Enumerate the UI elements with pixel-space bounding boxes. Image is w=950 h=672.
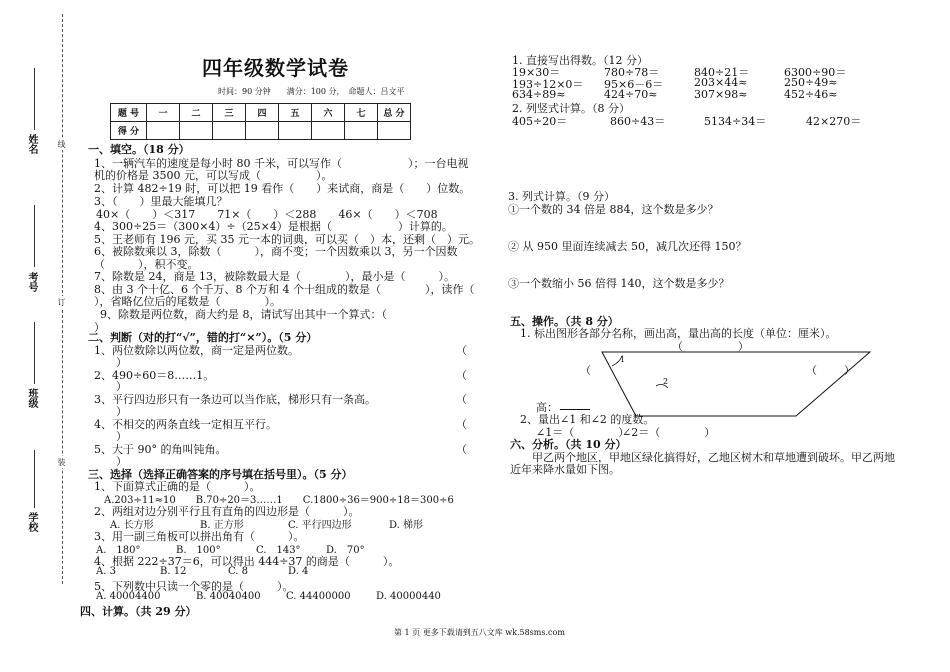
s4-r1c3: 840÷21＝	[694, 66, 750, 79]
s5-label-right-close[interactable]: ）	[844, 364, 855, 377]
s3-question-2: 2、两组对边分别平行且有直角的四边形是（ ）。	[94, 505, 360, 518]
s2-answer-close-2[interactable]: ）	[116, 380, 127, 393]
s6-text-2: 近年来降水量如下图。	[510, 463, 620, 476]
s1-line-2: 机的价格是 3500 元，可以写成（ ）。	[94, 169, 333, 182]
s3-question-3: 3、用一副三角板可以拼出角有（ ）。	[94, 530, 305, 543]
s4-r3c2: 424÷70≈	[604, 88, 658, 101]
s5-label-left[interactable]: （	[580, 364, 646, 377]
score-table	[110, 103, 411, 140]
s2-answer-open-4[interactable]: （	[456, 418, 467, 431]
score-cell[interactable]	[213, 122, 246, 140]
s4-vertical-3: 5134÷34＝	[704, 115, 767, 128]
s3-question-1: 1、下面算式正确的是（ ）。	[94, 480, 261, 493]
s4-r3c1: 634÷89≈	[512, 88, 566, 101]
page-footer: 第 1 页 更多下载请到五八文库 wk.58sms.com	[394, 628, 565, 637]
s4-r3c3: 307×98≈	[694, 88, 748, 101]
section-2-heading: 二、判断（对的打“√”，错的打“×”）。（5 分）	[88, 331, 318, 344]
s4-word-problem-2: ② 从 950 里面连续减去 50，减几次还得 150？	[508, 240, 747, 253]
score-col-6: 六	[312, 104, 345, 122]
s1-line-5: 40×（ ）＜317 71×（ ）＜288 46×（ ）＜708	[96, 208, 438, 221]
binding-label-name: 姓名	[26, 134, 37, 154]
s1-line-1: 1、一辆汽车的速度是每小时 80 千米，可以写作（ ）；一台电视	[94, 157, 469, 170]
score-cell[interactable]	[180, 122, 213, 140]
angle-2-label: 2	[663, 377, 669, 386]
s2-item-2: 2、490÷60＝8……1。	[94, 369, 215, 382]
s1-line-4: 3、（ ）里最大能填几？	[94, 195, 228, 208]
s4-word-problem-3: ③一个数缩小 56 倍得 140，这个数是多少？	[508, 277, 730, 290]
s2-answer-close-3[interactable]: ）	[116, 405, 127, 418]
score-cell[interactable]	[345, 122, 378, 140]
exam-number-fill-line	[34, 205, 35, 267]
s2-item-5: 5、大于 90° 的角叫钝角。	[94, 443, 227, 456]
school-fill-line	[34, 450, 35, 508]
score-col-3: 三	[213, 104, 246, 122]
s3-question-5: 5、下列数中只读一个零的是（ ）。	[94, 580, 294, 593]
angle-1-label: 1	[620, 355, 626, 364]
s3-q2-option-a: A. 长方形	[110, 520, 154, 531]
s4-r2c1: 193÷12×0＝	[512, 78, 584, 91]
s3-q2-option-d: D. 梯形	[389, 520, 424, 531]
s1-line-3: 2、计算 482÷19 时，可以把 19 看作（ ）来试商，商是（ ）位数。	[94, 182, 471, 195]
score-table-header-row	[111, 104, 411, 122]
score-col-2: 二	[180, 104, 213, 122]
s4-part-1-title: 1. 直接写出得数。（12 分）	[512, 54, 648, 67]
score-col-1: 一	[147, 104, 180, 122]
s4-r3c4: 452÷46≈	[784, 88, 838, 101]
s4-vertical-4: 42×270＝	[806, 115, 862, 128]
s2-answer-open-3[interactable]: （	[456, 393, 467, 406]
s3-q2-option-b: B. 正方形	[200, 520, 244, 531]
s3-q3-option-a: A. 180°	[96, 545, 141, 556]
s5-label-top[interactable]: （ ）	[672, 340, 749, 353]
s4-r2c3: 203×44≈	[694, 76, 748, 89]
s3-q4-option-c: C. 8	[228, 566, 249, 577]
s2-item-4: 4、不相交的两条直线一定相互平行。	[94, 418, 277, 431]
s2-item-3: 3、平行四边形只有一条边可以当作底，梯形只有一条高。	[94, 393, 376, 406]
s2-answer-close-5[interactable]: ）	[116, 455, 127, 468]
s2-answer-open-2[interactable]: （	[456, 369, 467, 382]
score-col-4: 四	[246, 104, 279, 122]
s1-line-6: 4、300÷25＝（300×4）÷（25×4）是根据（ ）计算的。	[94, 220, 453, 233]
s1-line-10: 7、除数是 24，商是 13，被除数最大是（ ），最小是（ ）。	[94, 270, 455, 283]
section-3-heading: 三、选择（选择正确答案的序号填在括号里）。（5 分）	[88, 468, 353, 481]
s5-label-right-open[interactable]: （	[806, 364, 817, 377]
score-col-7: 七	[345, 104, 378, 122]
s1-line-11: 8、由 3 个十亿、6 个千万、8 个万和 4 个十组成的数是（ ），读作（	[94, 283, 475, 296]
score-cell[interactable]	[147, 122, 180, 140]
page-title: 四年级数学试卷	[202, 56, 349, 80]
s5-operation-1: 1. 标出图形各部分名称，画出高，量出高的长度（单位：厘米）。	[520, 327, 837, 340]
s1-line-14: ）	[94, 321, 105, 334]
s5-height-label: 高：	[536, 401, 558, 414]
s3-q5-option-a: A. 40004400	[96, 591, 161, 602]
s3-q4-option-d: D. 4	[288, 566, 309, 577]
s1-line-9: （ ），积不变。	[94, 258, 199, 271]
s3-q4-option-a: A. 3	[96, 566, 116, 577]
s4-r1c2: 780÷78＝	[604, 66, 660, 79]
score-col-5: 五	[279, 104, 312, 122]
name-fill-line	[34, 68, 35, 130]
binding-label-class: 班级	[26, 388, 37, 408]
height-blank[interactable]	[560, 409, 590, 410]
s4-r1c1: 19×30＝	[512, 66, 561, 79]
score-col-total: 总 分	[378, 104, 411, 122]
s6-text-1: 甲乙两个地区，甲地区绿化搞得好，乙地区树木和草地遭到破坏。甲乙两地	[510, 451, 895, 464]
section-1-heading: 一、填空。（18 分）	[88, 143, 190, 156]
section-6-heading: 六、分析。（共 10 分）	[510, 438, 627, 451]
s4-vertical-2: 860÷43＝	[610, 115, 666, 128]
s1-line-8: 6、被除数乘以 3，除数（ ），商不变；一个因数乘以 3，另一个因数	[94, 245, 458, 258]
binding-label-exam-number: 考号	[26, 272, 37, 292]
s3-q3-option-d: D. 70°	[326, 545, 365, 556]
s2-item-1: 1、两位数除以两位数，商一定是两位数。	[94, 344, 299, 357]
s3-q2-option-c: C. 平行四边形	[288, 520, 352, 531]
binding-label-school: 学校	[26, 512, 37, 532]
s3-question-4: 4、根据 222÷37＝6，可以得出 444÷37 的商是（ ）。	[94, 555, 400, 568]
s4-part-3-title: 3. 列式计算。（9 分）	[508, 190, 615, 203]
score-col-label: 题 号	[111, 104, 147, 122]
score-table-score-row	[111, 122, 411, 140]
s4-r2c2: 95×6－6＝	[604, 78, 664, 91]
score-cell[interactable]	[279, 122, 312, 140]
s3-q5-option-c: C. 44400000	[286, 591, 351, 602]
score-row-label: 得 分	[111, 122, 147, 140]
score-cell[interactable]	[312, 122, 345, 140]
s3-q3-option-c: C. 143°	[256, 545, 301, 556]
s3-q4-option-b: B. 12	[160, 566, 187, 577]
s1-line-13: 9、除数是两位数，商大约是 8，请试写出其中一个算式：（	[100, 308, 387, 321]
binding-margin	[0, 0, 72, 672]
s4-word-problem-1: ①一个数的 34 倍是 884，这个数是多少？	[508, 203, 719, 216]
s2-answer-open-5[interactable]: （	[456, 443, 467, 456]
s1-line-12: ），省略亿位后的尾数是（ ）。	[94, 295, 281, 308]
s5-operation-2: 2、量出∠1 和∠2 的度数。	[520, 413, 655, 426]
s5-angle-1-answer[interactable]: ∠1＝（ ）	[536, 426, 630, 439]
s5-angle-2-answer[interactable]: ∠2＝（ ）	[622, 426, 716, 439]
score-cell[interactable]	[246, 122, 279, 140]
section-4-heading: 四、计算。（共 29 分）	[80, 605, 197, 618]
class-fill-line	[34, 322, 35, 384]
binding-mark-line: 线	[57, 140, 66, 148]
s3-q5-option-b: B. 40040400	[196, 591, 261, 602]
s2-answer-close-4[interactable]: ）	[116, 430, 127, 443]
s2-answer-close-1[interactable]: ）	[116, 356, 127, 369]
s3-q5-option-d: D. 40000440	[376, 591, 441, 602]
section-5-heading: 五、操作。（共 8 分）	[510, 315, 619, 328]
binding-mark-bind: 装	[57, 458, 66, 466]
s4-vertical-1: 405÷20＝	[512, 115, 568, 128]
s4-r2c4: 250÷49≈	[784, 76, 838, 89]
score-cell[interactable]	[378, 122, 411, 140]
exam-meta: 时间：90 分钟 满分：100 分， 命题人：吕文平	[218, 87, 405, 96]
s3-q3-option-b: B. 100°	[176, 545, 221, 556]
s4-part-2-title: 2. 列竖式计算。（8 分）	[512, 102, 630, 115]
s3-q1-options: A.203÷11≈10 B.70÷20＝3……1 C.1800÷36＝900÷18＝300÷6	[104, 495, 454, 506]
binding-mark-staple: 订	[57, 298, 66, 306]
s2-answer-open-1[interactable]: （	[456, 344, 467, 357]
s4-r1c4: 6300÷90＝	[784, 66, 847, 79]
s1-line-7: 5、王老师有 196 元，买 35 元一本的词典，可以买（ ）本，还剩（ ）元。	[94, 233, 480, 246]
